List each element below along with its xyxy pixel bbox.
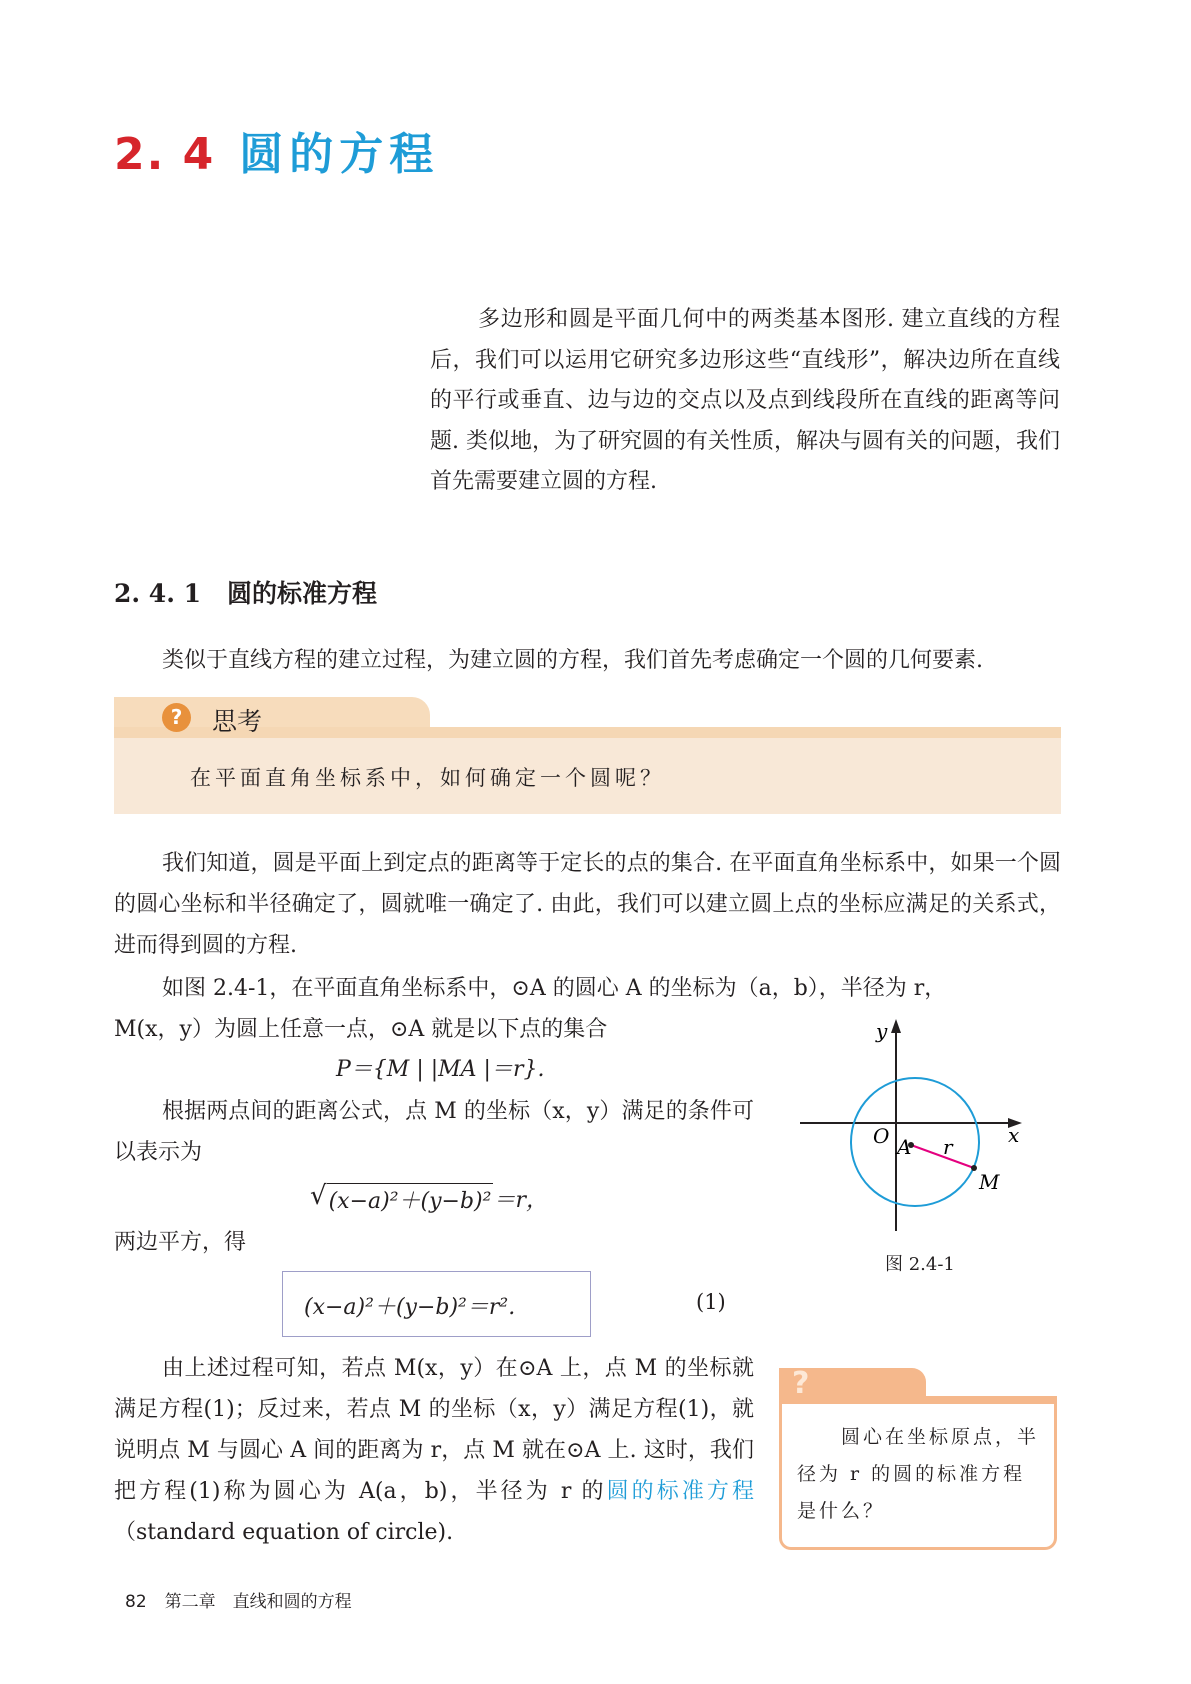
standard-equation: (x−a)²＋(y−b)²＝r². xyxy=(304,1295,516,1320)
side-question-text: 圆心在坐标原点，半径为 r 的圆的标准方程是什么？ xyxy=(797,1426,1040,1522)
paragraph-6 xyxy=(114,1348,754,1553)
paragraph-1: 类似于直线方程的建立过程，为建立圆的方程，我们首先考虑确定一个圆的几何要素. xyxy=(162,648,983,673)
figure-2-4-1 xyxy=(800,1005,1040,1235)
sqrt-symbol: √ xyxy=(310,1181,327,1211)
section-name: 圆的方程 xyxy=(239,129,440,180)
r-label: r xyxy=(943,1135,953,1159)
a-label: A xyxy=(897,1135,912,1159)
page-number: 82 xyxy=(125,1592,147,1612)
subsection-number: 2. 4. 1 xyxy=(114,579,201,608)
sqrt-rhs: ＝r， xyxy=(493,1188,548,1213)
sqrt-radicand: (x−a)²＋(y−b)² xyxy=(327,1183,494,1215)
equation-number: (1) xyxy=(696,1290,726,1314)
footer xyxy=(125,1587,352,1612)
section-number: 2. 4 xyxy=(114,129,216,180)
subsection-title: 圆的标准方程 xyxy=(227,579,378,608)
think-question: 在平面直角坐标系中，如何确定一个圆呢？ xyxy=(190,766,665,790)
point-m xyxy=(971,1165,977,1171)
sqrt-equation xyxy=(310,1183,548,1215)
paragraph-3-line2: M(x，y）为圆上任意一点，⊙A 就是以下点的集合 xyxy=(114,1017,608,1042)
circle-a xyxy=(851,1078,979,1206)
figure-caption: 图 2.4-1 xyxy=(885,1254,955,1275)
set-equation: P＝{M | |MA |＝r}. xyxy=(336,1057,545,1082)
intro-paragraph: 多边形和圆是平面几何中的两类基本图形. 建立直线的方程后，我们可以运用它研究多边形这些“直线形”，解决边所在直线的平行或垂直、边与边的交点以及点到线段所在直线的距离等问题. 类似地，为了研究圆的有关性质，解决与圆有关的问题，我们首先需要建立圆的方程. xyxy=(430,307,1060,494)
paragraph-6-text: 由上述过程可知，若点 M(x，y）在⊙A 上，点 M 的坐标就满足方程(1)；反过来，若点 M 的坐标（x，y）满足方程(1)，就说明点 M 与圆心 A 间的距离为 r，点 M 就在⊙A 上. 这时，我们把方程(1)称为圆心为 A(a，b)，半径为 r 的 xyxy=(114,1356,754,1504)
y-axis-arrow xyxy=(891,1019,901,1033)
paragraph-5: 两边平方，得 xyxy=(114,1230,247,1255)
section-title xyxy=(114,118,439,182)
paragraph-6-end: （standard equation of circle). xyxy=(114,1520,454,1545)
chapter-title: 第二章 直线和圆的方程 xyxy=(164,1592,352,1612)
subsection-heading xyxy=(114,574,377,610)
think-label: 思考 xyxy=(212,707,263,736)
y-label: y xyxy=(876,1019,888,1043)
key-term: 圆的标准方程 xyxy=(606,1479,754,1504)
question-icon: ? xyxy=(162,703,191,732)
paragraph-4: 根据两点间的距离公式，点 M 的坐标（x，y）满足的条件可以表示为 xyxy=(114,1099,754,1165)
origin-label: O xyxy=(873,1124,890,1148)
paragraph-2: 我们知道，圆是平面上到定点的距离等于定长的点的集合. 在平面直角坐标系中，如果一个圆的圆心坐标和半径确定了，圆就唯一确定了. 由此，我们可以建立圆上点的坐标应满足的关系式，进而得到圆的方程. xyxy=(114,851,1061,958)
side-question-icon: ? xyxy=(792,1366,810,1401)
paragraph-3-line1: 如图 2.4-1，在平面直角坐标系中，⊙A 的圆心 A 的坐标为（a，b），半径为 r， xyxy=(162,976,947,1001)
x-label: x xyxy=(1008,1123,1020,1147)
m-label: M xyxy=(979,1170,1000,1194)
